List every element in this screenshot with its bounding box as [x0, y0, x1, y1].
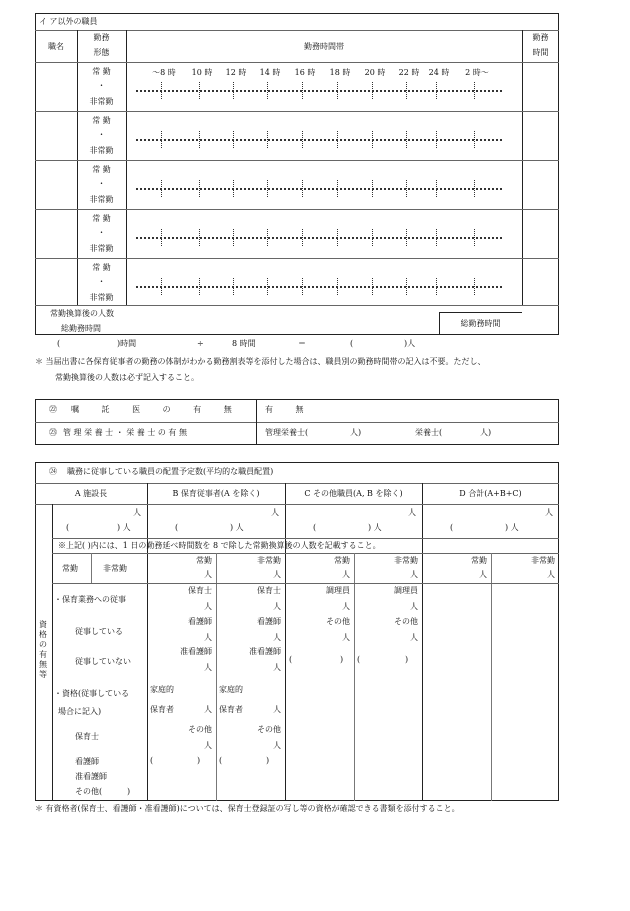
qual-nurse-label: 看護師	[75, 757, 99, 766]
count-paren-close-c: ) 人	[368, 523, 382, 532]
time-tick	[199, 229, 200, 246]
fp-person: 人	[342, 570, 350, 579]
time-tick	[267, 180, 268, 197]
time-tick	[474, 229, 475, 246]
b-full-assoc: 准看護師	[180, 647, 212, 656]
circled-22-icon: ㉒	[49, 405, 57, 414]
fp-label-full: 常勤	[471, 556, 487, 565]
time-tick	[233, 180, 234, 197]
b-full-assoc-person: 人	[204, 663, 212, 672]
time-tick	[436, 229, 437, 246]
b-part-assoc: 准看護師	[249, 647, 281, 656]
row-status-part: 非常勤	[89, 244, 114, 253]
side-qualification-label: 資格の有無等	[39, 620, 47, 679]
engaged-no-label: 従事していない	[75, 657, 131, 666]
b-part-assoc-person: 人	[273, 663, 281, 672]
a-full-label: 常勤	[62, 564, 78, 573]
time-tick	[436, 82, 437, 99]
engaged-label: ・保育業務への従事	[54, 595, 126, 604]
fp-label-part: 非常勤	[394, 556, 418, 565]
time-tick	[302, 82, 303, 99]
fp-person: 人	[204, 570, 212, 579]
time-label: 14 時	[259, 68, 281, 77]
c-full-bracket-close: )	[340, 655, 344, 664]
count-paren-open-a: (	[66, 523, 70, 532]
row-status-full: 常 勤	[92, 116, 111, 125]
col-header-b: B 保育従事者(A を除く)	[172, 489, 260, 498]
time-label: 〜8 時	[152, 68, 176, 77]
row-status-part: 非常勤	[89, 97, 114, 106]
count-paren-open-d: (	[450, 523, 454, 532]
c-part-cook: 調理員	[394, 586, 418, 595]
time-tick	[436, 131, 437, 148]
time-tick	[267, 82, 268, 99]
col-header-d: D 合計(A+B+C)	[459, 489, 522, 498]
fp-person: 人	[479, 570, 487, 579]
col-header-a: A 施設長	[74, 489, 108, 498]
time-tick	[337, 82, 338, 99]
time-tick	[474, 82, 475, 99]
fp-label-full: 常勤	[334, 556, 350, 565]
c-part-cook-person: 人	[410, 602, 418, 611]
fp-person: 人	[410, 570, 418, 579]
count-paren-open-c: (	[313, 523, 317, 532]
c-full-other: その他	[326, 617, 350, 626]
time-tick	[474, 180, 475, 197]
qual-other-close: )	[127, 787, 131, 796]
time-tick	[474, 131, 475, 148]
circled-24-icon: ㉔	[49, 467, 57, 476]
time-tick	[406, 180, 407, 197]
b-full-home-b: 保育者	[150, 705, 174, 714]
header-hours-band: 勤務時間帯	[304, 42, 344, 51]
time-tick	[199, 180, 200, 197]
b-part-home-b: 保育者	[219, 705, 243, 714]
summary-equals: ＝	[298, 339, 306, 348]
nutrition-value1-close: 人)	[350, 428, 362, 437]
time-tick	[406, 229, 407, 246]
time-label: 18 時	[329, 68, 351, 77]
nutrition-value2-close: 人)	[480, 428, 492, 437]
c-part-other-person: 人	[410, 633, 418, 642]
time-tick	[372, 278, 373, 295]
b-part-bracket-close: )	[266, 756, 270, 765]
time-tick	[436, 180, 437, 197]
b-part-hoikushi-person: 人	[273, 602, 281, 611]
time-tick	[302, 180, 303, 197]
qual-other-label: その他(	[75, 787, 103, 796]
b-part-other: その他	[257, 725, 281, 734]
count-paren-close-d: ) 人	[505, 523, 519, 532]
fp-person: 人	[273, 570, 281, 579]
count-person-b: 人	[271, 508, 279, 517]
b-part-home-person: 人	[273, 705, 281, 714]
row-status-full: 常 勤	[92, 165, 111, 174]
time-tick	[302, 229, 303, 246]
b-full-other-person: 人	[204, 741, 212, 750]
row-status-dot: ・	[97, 228, 106, 237]
c-part-other: その他	[394, 617, 418, 626]
time-tick	[267, 131, 268, 148]
b-full-hoikushi-person: 人	[204, 602, 212, 611]
summary-line2: 総勤務時間	[61, 324, 101, 333]
a-part-label: 非常勤	[103, 564, 127, 573]
c-full-cook-person: 人	[342, 602, 350, 611]
qual-label-a: ・資格(従事している	[54, 689, 130, 698]
total-hours-label: 総勤務時間	[460, 319, 501, 328]
time-tick	[337, 131, 338, 148]
b-part-other-person: 人	[273, 741, 281, 750]
count-paren-open-b: (	[175, 523, 179, 532]
time-tick	[337, 180, 338, 197]
col-header-c: C その他職員(A, B を除く)	[304, 489, 403, 498]
qual-label-b: 場合に記入)	[58, 707, 102, 716]
row-status-full: 常 勤	[92, 263, 111, 272]
time-tick	[199, 131, 200, 148]
time-label: 16 時	[294, 68, 316, 77]
time-label: 12 時	[225, 68, 247, 77]
c-part-bracket-close: )	[405, 655, 409, 664]
b-full-nurse: 看護師	[188, 617, 212, 626]
time-tick	[372, 229, 373, 246]
fp-label-full: 常勤	[196, 556, 212, 565]
row-status-dot: ・	[97, 179, 106, 188]
summary-persons: )人	[404, 339, 416, 348]
time-tick	[406, 82, 407, 99]
time-tick	[372, 131, 373, 148]
time-tick	[436, 278, 437, 295]
row-status-full: 常 勤	[92, 67, 111, 76]
count-paren-close-a: ) 人	[117, 523, 131, 532]
time-tick	[233, 229, 234, 246]
b-part-nurse: 看護師	[257, 617, 281, 626]
time-dotted-line	[136, 188, 502, 190]
time-tick	[372, 82, 373, 99]
time-tick	[233, 82, 234, 99]
time-tick	[372, 180, 373, 197]
b-part-nurse-person: 人	[273, 633, 281, 642]
time-tick	[233, 131, 234, 148]
b-full-hoikushi: 保育士	[188, 586, 212, 595]
row-status-part: 非常勤	[89, 293, 114, 302]
time-tick	[267, 278, 268, 295]
summary-hours: )時間	[117, 339, 137, 348]
count-person-a: 人	[133, 508, 141, 517]
fp-label-part: 非常勤	[257, 556, 281, 565]
time-label: 20 時	[364, 68, 386, 77]
fp-person: 人	[547, 570, 555, 579]
b-full-bracket-open: (	[150, 756, 154, 765]
b-full-bracket-close: )	[197, 756, 201, 765]
staff-section-title: イ ア以外の職員	[39, 17, 98, 26]
time-tick	[233, 278, 234, 295]
time-tick	[161, 131, 162, 148]
count-person-c: 人	[408, 508, 416, 517]
header-name: 職名	[48, 42, 64, 51]
b-full-home-a: 家庭的	[150, 685, 174, 694]
time-dotted-line	[136, 237, 502, 239]
time-dotted-line	[136, 286, 502, 288]
fp-label-part: 非常勤	[531, 556, 555, 565]
b-part-bracket-open: (	[219, 756, 223, 765]
summary-open-paren: (	[57, 339, 61, 348]
count-person-d: 人	[545, 508, 553, 517]
nutrition-label: 管 理 栄 養 士 ・ 栄 養 士 の 有 無	[63, 428, 187, 437]
b-part-home-a: 家庭的	[219, 685, 243, 694]
c-full-other-person: 人	[342, 633, 350, 642]
engaged-yes-label: 従事している	[75, 627, 123, 636]
row-status-full: 常 勤	[92, 214, 111, 223]
b-full-home-person: 人	[204, 705, 212, 714]
circled-23-icon: ㉓	[49, 428, 57, 437]
time-tick	[161, 180, 162, 197]
summary-paren2: (	[350, 339, 354, 348]
summary-line1: 常勤換算後の人数	[50, 309, 114, 318]
b-part-hoikushi: 保育士	[257, 586, 281, 595]
nutrition-value1: 管理栄養士(	[265, 428, 309, 437]
header-type-a: 勤務	[93, 33, 110, 42]
time-tick	[406, 278, 407, 295]
summary-divide: ÷	[197, 339, 204, 348]
time-tick	[161, 278, 162, 295]
header-type-b: 形態	[93, 48, 110, 57]
placement-note: ※上記( )内には、1 日の勤務延べ時間数を 8 で除した常勤換算後の人数を記載すること。	[58, 541, 381, 550]
row-status-part: 非常勤	[89, 195, 114, 204]
summary-eight: 8 時間	[232, 339, 256, 348]
row-status-dot: ・	[97, 81, 106, 90]
time-tick	[161, 82, 162, 99]
time-tick	[474, 278, 475, 295]
time-label: 2 時〜	[465, 68, 489, 77]
staff-note: ＊ 当届出書に各保育従事者の勤務の体制がわかる勤務割表等を添付した場合は、職員別の勤務時間帯の記入は不要。ただし、	[35, 357, 486, 366]
row-status-part: 非常勤	[89, 146, 114, 155]
time-dotted-line	[136, 139, 502, 141]
time-tick	[302, 278, 303, 295]
qual-hoikushi-label: 保育士	[75, 732, 99, 741]
qual-assoc-nurse-label: 准看護師	[75, 772, 107, 781]
time-label: 22 時	[398, 68, 420, 77]
b-full-nurse-person: 人	[204, 633, 212, 642]
count-paren-close-b: ) 人	[230, 523, 244, 532]
b-full-other: その他	[188, 725, 212, 734]
time-tick	[199, 278, 200, 295]
time-tick	[337, 229, 338, 246]
c-part-bracket-open: (	[357, 655, 361, 664]
placement-footnote: ＊ 有資格者(保育士、看護師・准看護師)については、保育士登録証の写し等の資格が確認できる書類を添付すること。	[35, 804, 460, 813]
time-dotted-line	[136, 90, 502, 92]
doctor-label: 嘱 託 医 の 有 無	[71, 405, 242, 414]
time-tick	[406, 131, 407, 148]
placement-title: 職務に従事している職員の配置予定数(平均的な職員配置)	[67, 467, 274, 476]
time-tick	[199, 82, 200, 99]
time-tick	[337, 278, 338, 295]
time-label: 10 時	[191, 68, 213, 77]
time-tick	[267, 229, 268, 246]
time-tick	[161, 229, 162, 246]
time-tick	[302, 131, 303, 148]
c-full-cook: 調理員	[326, 586, 350, 595]
row-status-dot: ・	[97, 130, 106, 139]
c-full-bracket-open: (	[289, 655, 293, 664]
doctor-value: 有 無	[265, 405, 314, 414]
staff-note2: 常勤換算後の人数は必ず記入すること。	[55, 373, 199, 382]
nutrition-value2: 栄養士(	[415, 428, 443, 437]
header-hours-a: 勤務	[532, 33, 549, 42]
time-label: 24 時	[428, 68, 450, 77]
header-hours-b: 時間	[532, 48, 549, 57]
row-status-dot: ・	[97, 277, 106, 286]
